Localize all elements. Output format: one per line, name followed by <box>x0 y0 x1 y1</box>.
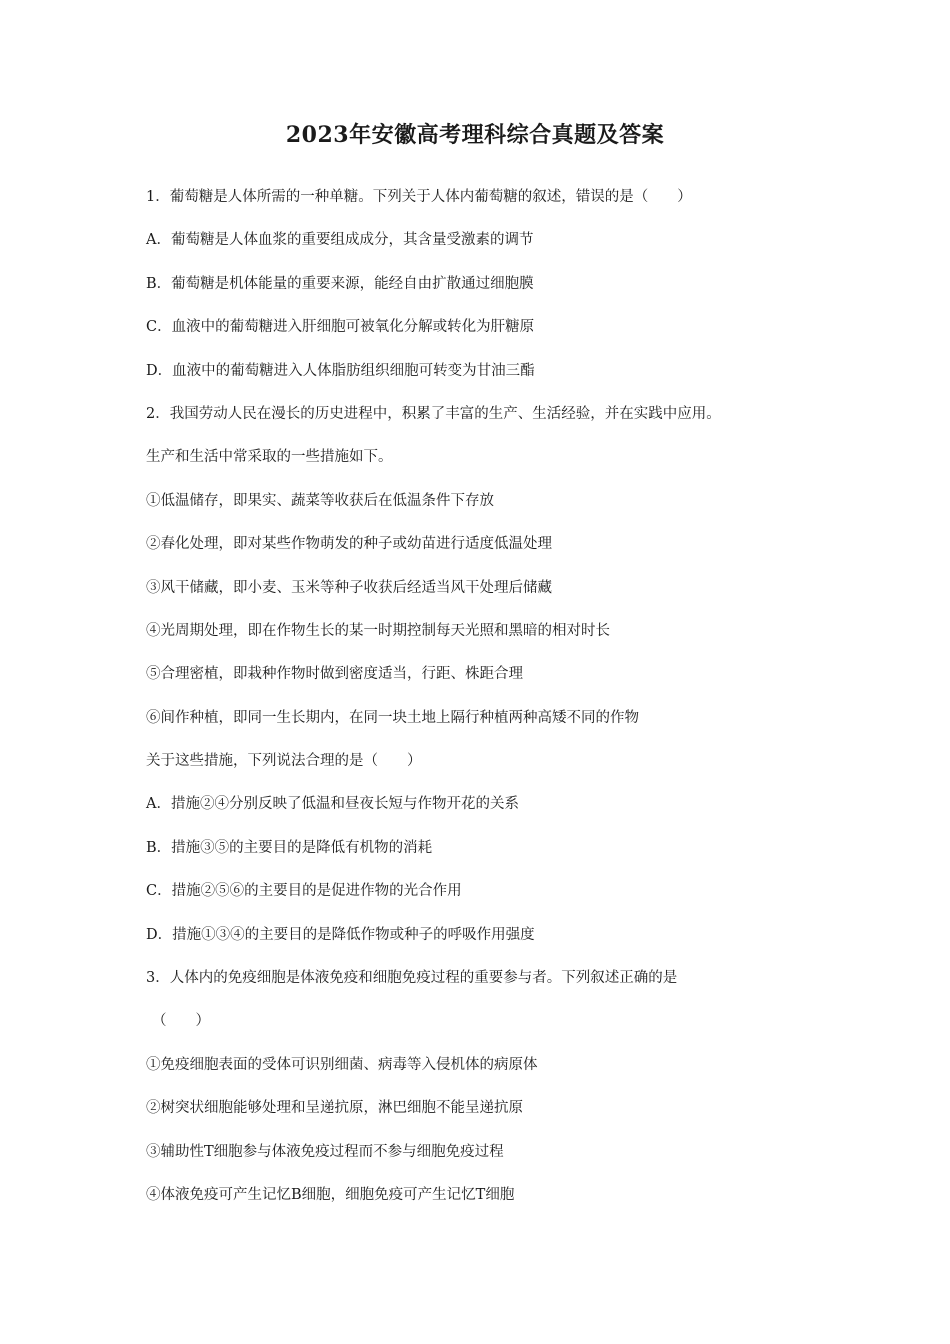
question-2-prompt: 关于这些措施，下列说法合理的是（ ） <box>146 753 422 770</box>
question-3-stem: 3．人体内的免疫细胞是体液免疫和细胞免疫过程的重要参与者。下列叙述正确的是 <box>146 970 678 987</box>
question-3-statement-4: ④体液免疫可产生记忆B细胞，细胞免疫可产生记忆T细胞 <box>146 1186 515 1203</box>
question-3-statement-2: ②树突状细胞能够处理和呈递抗原，淋巴细胞不能呈递抗原 <box>146 1100 523 1117</box>
question-2-stem: 2．我国劳动人民在漫长的历史进程中，积累了丰富的生产、生活经验，并在实践中应用。 <box>146 405 721 422</box>
question-1-stem: 1．葡萄糖是人体所需的一种单糖。下列关于人体内葡萄糖的叙述，错误的是（ ） <box>146 189 692 205</box>
question-2-option-d: D．措施①③④的主要目的是降低作物或种子的呼吸作用强度 <box>146 926 535 943</box>
question-2-measure-5: ⑤合理密植，即栽种作物时做到密度适当，行距、株距合理 <box>146 666 523 683</box>
question-3-statement-3: ③辅助性T细胞参与体液免疫过程而不参与细胞免疫过程 <box>146 1143 504 1160</box>
question-2-stem-continued: 生产和生活中常采取的一些措施如下。 <box>146 449 393 466</box>
question-2-measure-4: ④光周期处理，即在作物生长的某一时期控制每天光照和黑暗的相对时长 <box>146 622 610 639</box>
page-title: 2023年安徽高考理科综合真题及答案 <box>285 122 665 148</box>
question-2-measure-1: ①低温储存，即果实、蔬菜等收获后在低温条件下存放 <box>146 492 494 509</box>
question-1-option-a: A．葡萄糖是人体血浆的重要组成成分，其含量受激素的调节 <box>146 232 534 249</box>
question-1-option-b: B．葡萄糖是机体能量的重要来源，能经自由扩散通过细胞膜 <box>146 275 534 292</box>
question-2-measure-3: ③风干储藏，即小麦、玉米等种子收获后经适当风干处理后储藏 <box>146 579 552 596</box>
question-2-option-c: C．措施②⑤⑥的主要目的是促进作物的光合作用 <box>146 883 462 900</box>
question-3-stem-continued: （ ） <box>152 1013 210 1030</box>
question-2-option-b: B．措施③⑤的主要目的是降低有机物的消耗 <box>146 839 433 856</box>
question-3-statement-1: ①免疫细胞表面的受体可识别细菌、病毒等入侵机体的病原体 <box>146 1056 538 1073</box>
question-2-measure-2: ②春化处理，即对某些作物萌发的种子或幼苗进行适度低温处理 <box>146 536 552 553</box>
question-2-measure-6: ⑥间作种植，即同一生长期内，在同一块土地上隔行种植两种高矮不同的作物 <box>146 709 639 726</box>
question-1-option-d: D．血液中的葡萄糖进入人体脂肪组织细胞可转变为甘油三酯 <box>146 362 535 379</box>
document-body <box>146 176 816 1217</box>
question-1-option-c: C．血液中的葡萄糖进入肝细胞可被氧化分解或转化为肝糖原 <box>146 319 535 336</box>
question-2-option-a: A．措施②④分别反映了低温和昼夜长短与作物开花的关系 <box>146 796 519 813</box>
